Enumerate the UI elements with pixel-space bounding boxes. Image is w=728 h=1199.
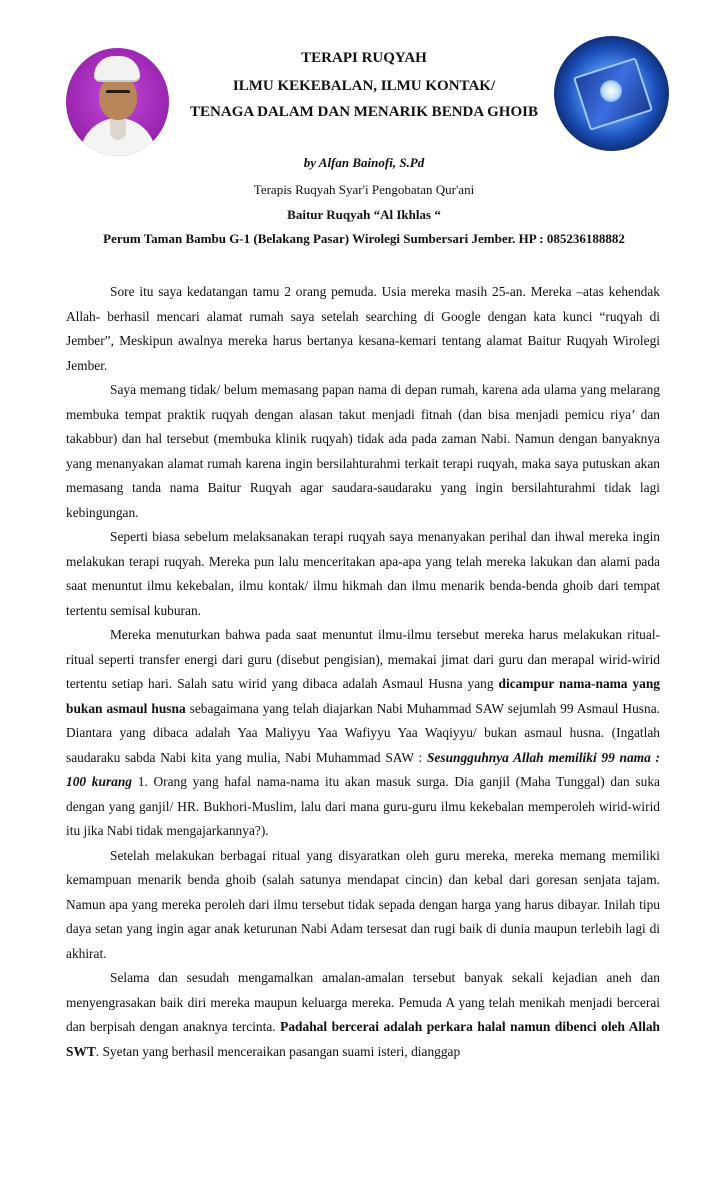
organization-name: Baitur Ruqyah “Al Ikhlas “ [287,207,441,222]
paragraph-4-text-b: sebagaimana yang telah diajarkan Nabi Muhammad SAW sejumlah 99 Asmaul Husna. Diantara yang dibaca adalah Yaa Maliyyu Yaa Wafiyyu Yaa Waqiyyu/ bukan asmaul husna. (Ingatlah saudaraku sabda Nabi kita yang mulia, Nabi Muhammad SAW : [66,700,660,765]
author-role: Terapis Ruqyah Syar'i Pengobatan Qur'ani [253,182,475,197]
title-line-1: TERAPI RUQYAH [301,50,427,66]
paragraph-6 [66,966,660,1064]
paragraph-6-text-b: . Syetan yang berhasil menceraikan pasangan suami isteri, dianggap [95,1043,461,1059]
paragraph-4-bold: dicampur nama-nama yang bukan asmaul husna [66,676,660,716]
paragraph-4-text-a: Mereka menuturkan bahwa pada saat menuntut ilmu-ilmu tersebut mereka harus melakukan ritual-ritual seperti transfer energi dari guru (disebut pengisian), memakai jimat dari guru dan merapal wirid-wirid tertentu setiap hari. Salah satu wirid yang dibaca adalah Asmaul Husna yang [66,627,660,691]
author-byline: by Alfan Bainofi, S.Pd [303,155,425,170]
paragraph-6-text-a: Selama dan sesudah mengamalkan amalan-amalan tersebut banyak sekali kejadian aneh dan menyengrasakan baik diri mereka maupun keluarga mereka. Pemuda A yang telah menikah menjadi bercerai dan berpisah dengan anaknya tercinta. [66,970,660,1034]
organization-address: Perum Taman Bambu G-1 (Belakang Pasar) Wirolegi Sumbersari Jember. HP : 085236188882 [103,231,625,246]
portrait-collar [110,118,126,140]
article-body [66,280,660,1064]
paragraph-1: Sore itu saya kedatangan tamu 2 orang pemuda. Usia mereka masih 25-an. Mereka –atas kehendak Allah- berhasil mencari alamat rumah saya setelah searching di Google dengan kata kunci “ruqyah di Jember”, Meskipun awalnya mereka harus bertanya kesana-kemari tentang alamat Baitur Ruqyah Wirolegi Jember. [66,284,660,373]
paragraph-4-bold-italic: Sesungguhnya Allah memiliki 99 nama : 100 kurang [66,749,660,789]
paragraph-3: Seperti biasa sebelum melaksanakan terapi ruqyah saya menanyakan perihal dan ihwal mereka ingin melakukan terapi ruqyah. Mereka pun lalu menceritakan apa-apa yang telah mereka lakukan dan alami pada saat menuntut ilmu kekebalan, ilmu kontak/ ilmu hikmah dan ilmu menarik benda-benda ghoib dari tempat tertentu semisal kuburan. [66,529,660,618]
paragraph-6-bold: Padahal bercerai adalah perkara halal namun dibenci oleh Allah SWT [66,1019,660,1059]
paragraph-4 [66,623,660,844]
title-line-2: ILMU KEKEBALAN, ILMU KONTAK/ [232,78,496,94]
paragraph-4-text-c: 1. Orang yang hafal nama-nama itu akan masuk surga. Dia ganjil (Maha Tunggal) dan suka dengan yang ganjil/ HR. Bukhori-Muslim, lalu dari mana guru-guru ilmu kekebalan memperoleh wirid-wirid itu jika Nabi tidak mengajarkannya?). [66,774,660,838]
paragraph-2: Saya memang tidak/ belum memasang papan nama di depan rumah, karena ada ulama yang melarang membuka tempat praktik ruqyah dengan alasan takut menjadi fitnah (dan bisa menjadi pemicu riya’ dan takabbur) dan hal tersebut (membuka klinik ruqyah) tidak ada pada zaman Nabi. Namun dengan banyaknya yang menanyakan alamat rumah karena ingin bersilahturahmi terkait terapi ruqyah, maka saya putuskan akan memasang tanda nama Baitur Ruqyah agar saudara-saudaraku yang ingin bersilahturahmi tidak lagi kebingungan. [66,382,660,520]
paragraph-5: Setelah melakukan berbagai ritual yang disyaratkan oleh guru mereka, mereka memang memiliki kemampuan menarik benda ghoib (salah satunya mendapat cincin) dan kebal dari goresan senjata tajam. Namun apa yang mereka peroleh dari ilmu tersebut tidak sepada dengan harga yang harus dibayar. Inilah tipu daya setan yang ingin agar anak keturunan Nabi Adam tersesat dan rugi baik di dunia maupun terlebih lagi di akhirat. [66,847,660,961]
title-line-3: TENAGA DALAM DAN MENARIK BENDA GHOIB [190,104,538,120]
